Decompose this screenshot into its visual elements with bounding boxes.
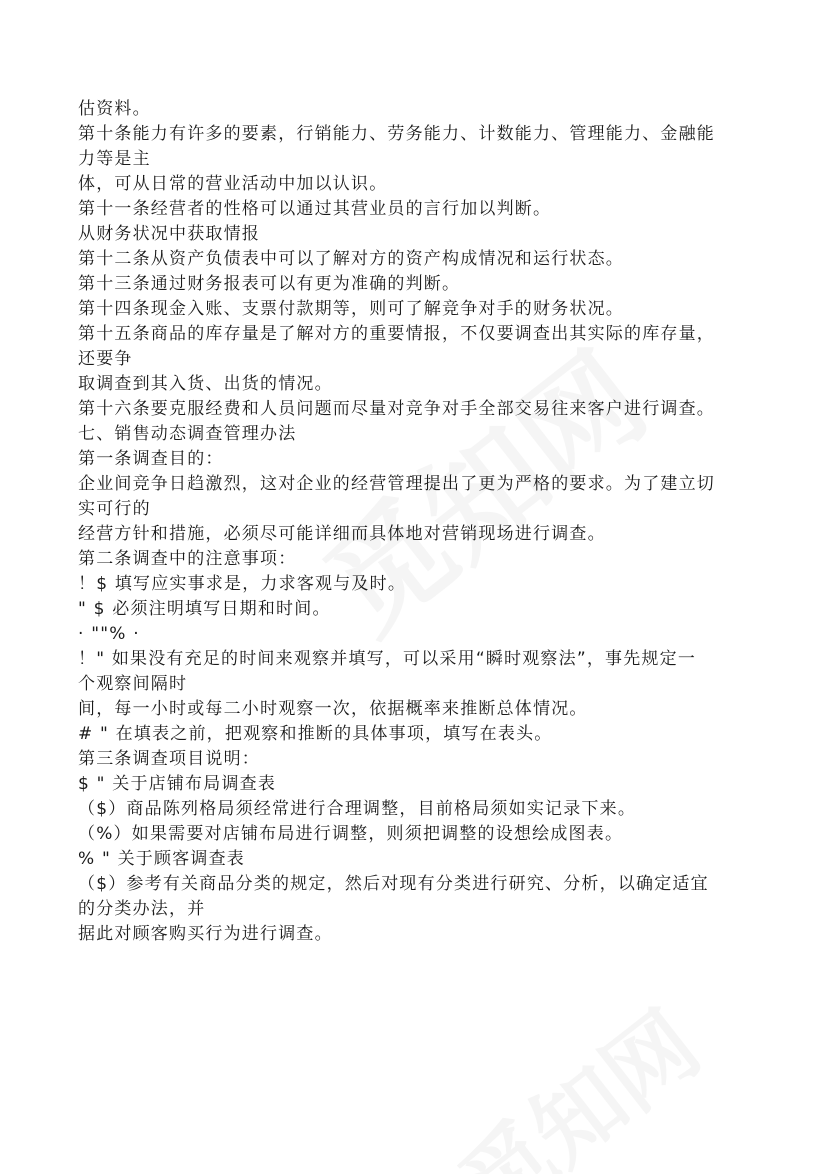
list-item: （$）商品陈列格局须经常进行合理调整，目前格局须如实记录下来。: [78, 799, 637, 819]
text-line: 据此对顾客购买行为进行调查。: [78, 924, 333, 944]
text-line: 第十六条要克服经费和人员问题而尽量对竞争对手全部交易往来客户进行调查。: [78, 399, 715, 419]
list-item: ！" 如果没有充足的时间来观察并填写，可以采用“瞬时观察法”，事先规定一: [78, 649, 697, 669]
watermark: [429, 976, 722, 1174]
text-line: 间，每一小时或每二小时观察一次，依据概率来推断总体情况。: [78, 699, 588, 719]
list-item: % " 关于顾客调查表: [78, 849, 245, 869]
text-line: 第十条能力有许多的要素，行销能力、劳务能力、计数能力、管理能力、金融能: [78, 124, 715, 144]
list-item: # " 在填表之前，把观察和推断的具体事项，填写在表头。: [78, 724, 553, 744]
text-line: 取调查到其入货、出货的情况。: [78, 374, 333, 394]
page-marker: · ""% ·: [78, 624, 140, 644]
text-line: 第十三条通过财务报表可以有更为准确的判断。: [78, 274, 461, 294]
document-body: [78, 97, 768, 947]
list-item: （$）参考有关商品分类的规定，然后对现有分类进行研究、分析，以确定适宜: [78, 874, 709, 894]
section-heading: 从财务状况中获取情报: [78, 224, 260, 244]
text-line: 第十四条现金入账、支票付款期等，则可了解竞争对手的财务状况。: [78, 299, 624, 319]
list-item: （%）如果需要对店铺布局进行调整，则须把调整的设想绘成图表。: [78, 824, 624, 844]
text-line: 估资料。: [78, 99, 151, 119]
list-item: $ " 关于店铺布局调查表: [78, 774, 277, 794]
text-line: 体，可从日常的营业活动中加以认识。: [78, 174, 388, 194]
text-line: 第一条调查目的：: [78, 449, 224, 469]
text-line: 实可行的: [78, 499, 151, 519]
text-line: 力等是主: [78, 149, 151, 169]
text-line: 经营方针和措施，必须尽可能详细而具体地对营销现场进行调查。: [78, 524, 606, 544]
text-line: 第十五条商品的库存量是了解对方的重要情报，不仅要调查出其实际的库存量，: [78, 324, 715, 344]
text-line: 的分类办法，并: [78, 899, 206, 919]
text-line: 还要争: [78, 349, 133, 369]
text-line: 企业间竞争日趋激烈，这对企业的经营管理提出了更为严格的要求。为了建立切: [78, 474, 715, 494]
text-line: 第十一条经营者的性格可以通过其营业员的言行加以判断。: [78, 199, 552, 219]
text-line: 第十二条从资产负债表中可以了解对方的资产构成情况和运行状态。: [78, 249, 624, 269]
text-line: 第二条调查中的注意事项：: [78, 549, 297, 569]
list-item: ！$ 填写应实事求是，力求客观与及时。: [78, 574, 407, 594]
text-line: 第三条调查项目说明：: [78, 749, 260, 769]
section-heading: 七、销售动态调查管理办法: [78, 424, 297, 444]
list-item: " $ 必须注明填写日期和时间。: [78, 599, 331, 619]
text-line: 个观察间隔时: [78, 674, 188, 694]
